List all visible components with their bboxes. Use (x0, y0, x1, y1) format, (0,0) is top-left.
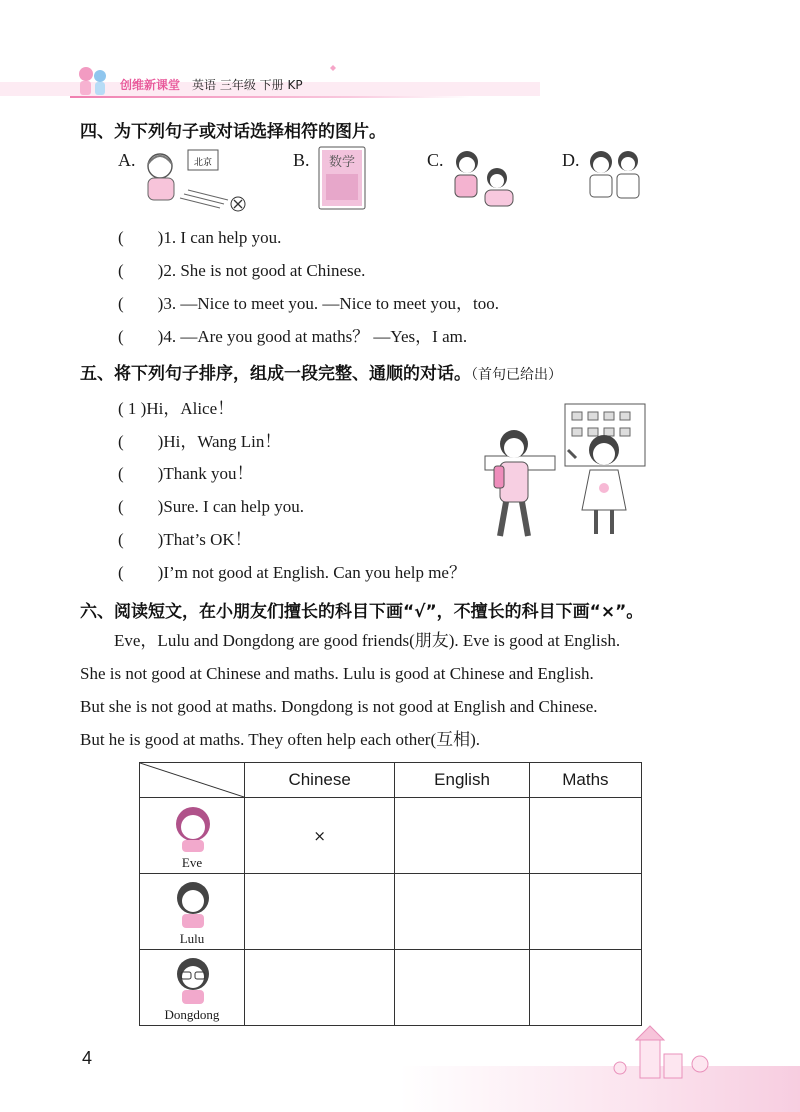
cell-dongdong-chinese[interactable] (245, 950, 395, 1026)
subject-table (139, 762, 642, 1026)
s5-item-4[interactable]: ( )Sure. I can help you. (118, 497, 305, 516)
kid-name-eve: Eve (181, 855, 203, 870)
table-row (140, 874, 642, 950)
section5-title (80, 359, 562, 384)
s5-item-5[interactable]: ( )That’s OK！ (118, 530, 252, 549)
cell-dongdong-maths[interactable] (529, 950, 641, 1026)
cell-eve-maths[interactable] (529, 798, 641, 874)
passage-line-4: But he is good at maths. They often help each other(互相). (80, 730, 481, 749)
header-english: English (395, 763, 530, 798)
row-head-dongdong (140, 950, 245, 1026)
section4-title: 四、为下列句子或对话选择相符的图片。 (80, 122, 386, 142)
cell-eve-chinese[interactable]: × (245, 798, 395, 874)
s4-item-3[interactable]: ( )3. —Nice to meet you. —Nice to meet you，too. (118, 294, 499, 313)
option-b-letter: B. (293, 150, 310, 170)
grandma-clock-icon (140, 146, 250, 214)
table-row (140, 798, 642, 874)
brand-name: 创维新课堂 (120, 78, 181, 92)
section5-note: （首句已给出） (471, 367, 562, 383)
option-a-letter: A. (118, 150, 136, 170)
option-c-letter: C. (427, 150, 444, 170)
book-label: 数学 (328, 155, 356, 170)
table-corner (140, 763, 245, 798)
section6-title: 六、阅读短文，在小朋友们擅长的科目下画“√”，不擅长的科目下画“×”。 (80, 602, 644, 622)
castle-decoration-icon (600, 1024, 730, 1084)
passage-line-2: She is not good at Chinese and maths. Lulu is good at Chinese and English. (80, 664, 594, 683)
cell-lulu-english[interactable] (395, 874, 530, 950)
cell-lulu-maths[interactable] (529, 874, 641, 950)
page-number: 4 (82, 1048, 93, 1068)
s5-item-1: ( 1 )Hi，Alice！ (118, 399, 235, 418)
dongdong-avatar-icon (168, 954, 218, 1004)
s5-item-2[interactable]: ( )Hi，Wang Lin！ (118, 432, 282, 451)
children-meeting-icon (585, 148, 645, 214)
subject-info: 英语 三年级 下册 KP (192, 78, 303, 92)
section5-title-text: 五、将下列句子排序，组成一段完整、通顺的对话。 (80, 364, 471, 384)
s4-item-1[interactable]: ( )1. I can help you. (118, 228, 282, 247)
passage-line-1: Eve，Lulu and Dongdong are good friends(朋友). Eve is good at English. (114, 631, 621, 650)
header-chinese: Chinese (245, 763, 395, 798)
cell-eve-english[interactable] (395, 798, 530, 874)
row-head-eve (140, 798, 245, 874)
map-label: 北京 (193, 158, 213, 168)
option-d-letter: D. (562, 150, 580, 170)
children-helping-icon (447, 148, 523, 214)
eve-avatar-icon (168, 802, 218, 852)
kid-name-dongdong: Dongdong (164, 1007, 220, 1022)
s5-item-3[interactable]: ( )Thank you！ (118, 464, 254, 483)
cell-lulu-chinese[interactable] (245, 874, 395, 950)
table-header-row (140, 763, 642, 798)
row-head-lulu (140, 874, 245, 950)
passage-line-3: But she is not good at maths. Dongdong is not good at English and Chinese. (80, 697, 598, 716)
header-maths: Maths (529, 763, 641, 798)
s4-item-2[interactable]: ( )2. She is not good at Chinese. (118, 261, 366, 280)
diagonal-line (140, 763, 244, 797)
s5-item-6[interactable]: ( )I’m not good at English. Can you help me？ (118, 563, 466, 582)
header-rule (70, 96, 470, 98)
dialogue-illustration (480, 400, 650, 540)
kid-name-lulu: Lulu (179, 931, 205, 946)
maths-book-icon (318, 146, 368, 212)
cell-dongdong-english[interactable] (395, 950, 530, 1026)
table-row (140, 950, 642, 1026)
s4-item-4[interactable]: ( )4. —Are you good at maths？ —Yes，I am. (118, 327, 468, 346)
lulu-avatar-icon (168, 878, 218, 928)
